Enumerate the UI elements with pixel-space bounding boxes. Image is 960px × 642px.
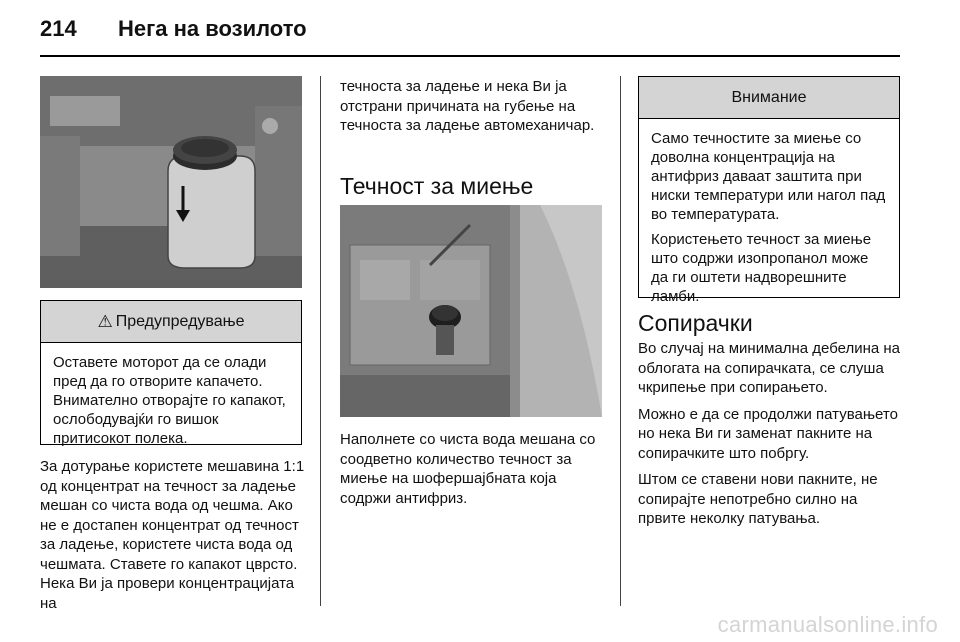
column-divider-right xyxy=(620,76,621,606)
brakes-paragraph-1: Во случај на минимална дебелина на облогата на сопирачката, се слуша чкрипење при сопирањето. xyxy=(638,340,901,396)
warning-box-header xyxy=(41,301,301,343)
washer-fluid-heading: Течност за миење xyxy=(340,173,534,199)
notice-box-title: Внимание xyxy=(731,88,807,106)
col2-text-top xyxy=(340,77,602,143)
coolant-continued-paragraph: течноста за ладење и нека Ви ја отстрани причината на губење на течноста за ладење автомеханичар. xyxy=(340,78,595,134)
washer-fluid-caption: Наполнете со чиста вода мешана со соодветно количество течност за миење на шофершајбната која содржи антифриз. xyxy=(340,431,596,507)
warning-box xyxy=(40,300,302,445)
notice-paragraph-1: Само течностите за миење со доволна концентрација на антифриз даваат заштита при ниски температури или нагол пад во температурата. xyxy=(651,130,886,223)
watermark: carmanualsonline.info xyxy=(717,612,938,637)
notice-box-header xyxy=(639,77,899,119)
column-divider-left xyxy=(320,76,321,606)
col3-text xyxy=(638,339,904,536)
warning-triangle-icon: ⚠ xyxy=(97,311,113,331)
brakes-paragraph-2: Можно е да се продолжи патувањето но нека Ви ги заменат пакните на сопирачките што побргу. xyxy=(638,405,898,462)
coolant-refill-paragraph: За дотурање користете мешавина 1:1 од концентрат на течност за ладење мешан со чиста вода од чешма. Ако не е достапен концентрат од течност за ладење, користете чиста вода од чешмата. Ставете го капакот цврсто. Нека Ви ја провери концентрацијата на xyxy=(40,458,305,612)
brakes-heading: Сопирачки xyxy=(638,310,753,336)
brakes-paragraph-3: Штом се ставени нови пакните, не сопирајте непотребно силно на првите неколку патувања. xyxy=(638,471,878,527)
warning-box-title: Предупредување xyxy=(115,312,245,330)
page-title: Нега на возилото xyxy=(118,16,307,41)
col1-text xyxy=(40,457,306,620)
notice-box-body xyxy=(639,119,899,314)
coolant-reservoir-photo xyxy=(40,76,302,288)
warning-box-body xyxy=(41,343,301,456)
washer-reservoir-photo xyxy=(340,205,602,417)
notice-paragraph-2: Користењето течност за миење што содржи изопропанол може да ги оштети надворешните ламби. xyxy=(651,231,872,305)
page-number: 214 xyxy=(40,16,77,41)
warning-text: Оставете моторот да се олади пред да го отворите капачето. Внимателно отворајте го капакот, ослободувајќи го вишок притисокот полека. xyxy=(53,354,286,447)
page-header xyxy=(40,16,307,46)
col2-caption xyxy=(340,430,602,515)
notice-box xyxy=(638,76,900,305)
header-rule xyxy=(40,55,900,57)
